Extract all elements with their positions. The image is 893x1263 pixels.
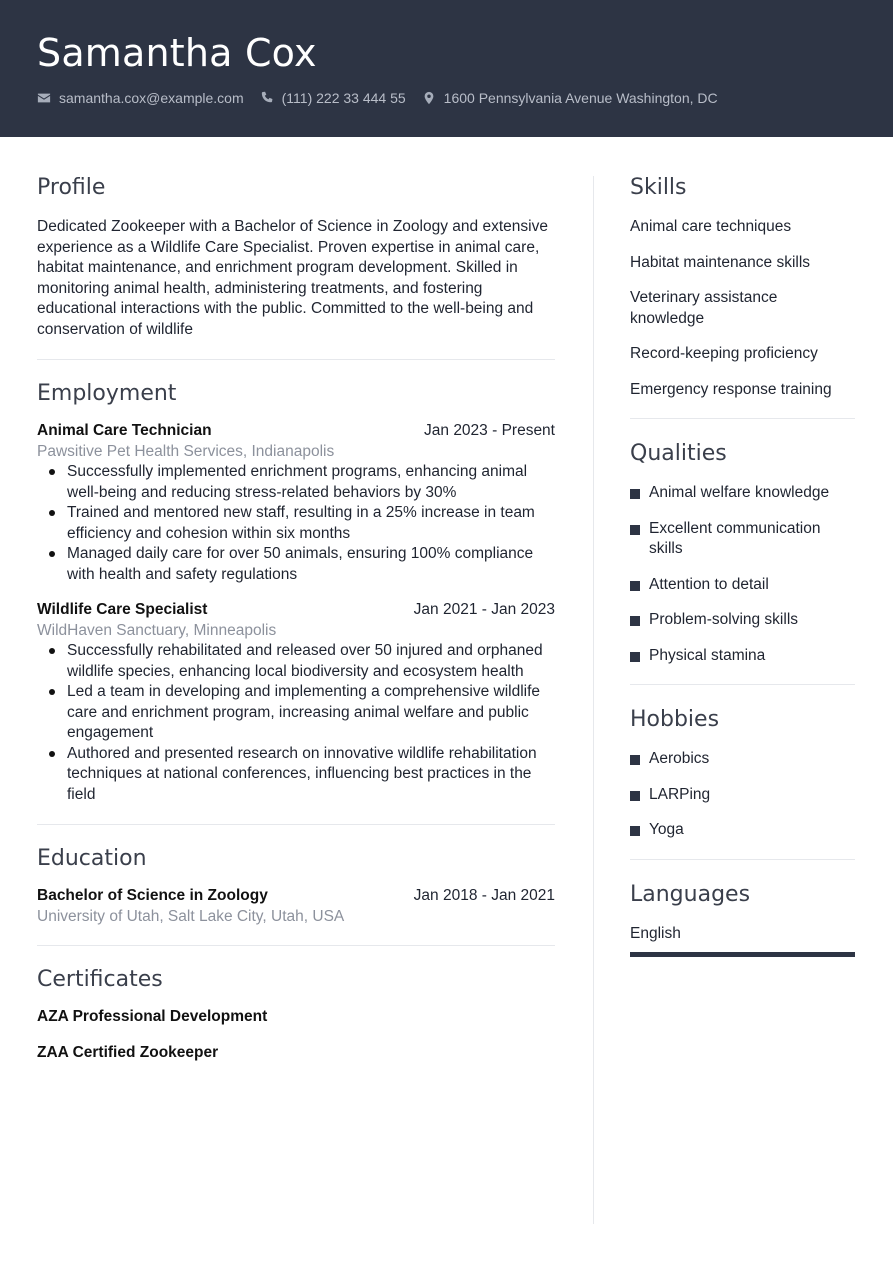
profile-section xyxy=(37,176,555,340)
quality-item xyxy=(630,575,855,596)
skill-item: Emergency response training xyxy=(630,380,832,398)
job-bullet: Successfully implemented enrichment programs, enhancing animal well-being and reducing stress-related behaviors by 30% xyxy=(37,462,555,503)
phone-icon xyxy=(260,91,275,105)
hobby-item xyxy=(630,749,855,770)
language-name: English xyxy=(630,924,681,942)
square-bullet-icon xyxy=(630,581,640,591)
candidate-name: Samantha Cox xyxy=(37,31,317,75)
envelope-icon xyxy=(37,91,52,105)
employment-section xyxy=(37,382,555,805)
skills-section xyxy=(630,176,855,400)
section-divider xyxy=(630,859,855,860)
contact-phone xyxy=(260,90,406,106)
quality-item xyxy=(630,519,855,560)
job-dates: Jan 2023 - Present xyxy=(424,422,555,439)
job-header xyxy=(37,600,555,621)
job-bullet: Managed daily care for over 50 animals, ensuring 100% compliance with health and safety regulations xyxy=(37,544,555,585)
job-bullet: Led a team in developing and implementing a comprehensive wildlife care and enrichment program, increasing animal welfare and public engagement xyxy=(37,682,555,744)
degree-title: Bachelor of Science in Zoology xyxy=(37,887,268,904)
square-bullet-icon xyxy=(630,489,640,499)
phone-text: (111) 222 33 444 55 xyxy=(281,90,406,106)
education-header xyxy=(37,886,555,907)
job-employer: Pawsitive Pet Health Services, Indianapolis xyxy=(37,442,335,460)
profile-summary: Dedicated Zookeeper with a Bachelor of Science in Zoology and extensive experience as a Wildlife Care Specialist. Proven expertise in animal care, habitat maintenance, and enrichment program development. Skilled in monitoring animal health, administering treatments, and fostering educational interactions with the public. Committed to the well-being and conservation of wildlife xyxy=(37,218,548,338)
hobbies-section xyxy=(630,708,855,841)
main-column xyxy=(37,176,555,1063)
quality-item xyxy=(630,610,855,631)
section-title-education: Education xyxy=(37,846,147,871)
job-entry xyxy=(37,421,555,585)
contact-info xyxy=(37,89,734,107)
map-pin-icon xyxy=(422,91,437,105)
job-header xyxy=(37,421,555,442)
skill-item: Animal care techniques xyxy=(630,218,792,235)
square-bullet-icon xyxy=(630,525,640,535)
section-title-skills: Skills xyxy=(630,175,687,200)
skill-item: Record-keeping proficiency xyxy=(630,345,818,362)
language-level-bar xyxy=(630,952,855,957)
square-bullet-icon xyxy=(630,755,640,765)
quality-label: Animal welfare knowledge xyxy=(649,484,830,501)
hobby-item xyxy=(630,820,855,841)
section-title-employment: Employment xyxy=(37,381,177,406)
certificates-section xyxy=(37,968,555,1063)
section-divider xyxy=(37,359,555,360)
hobby-item xyxy=(630,785,855,806)
job-entry xyxy=(37,600,555,805)
quality-label: Excellent communication skills xyxy=(649,519,821,557)
job-bullet: Authored and presented research on innovative wildlife rehabilitation techniques at national conferences, influencing best practices in the field xyxy=(37,744,555,806)
job-bullet: Successfully rehabilitated and released over 50 injured and orphaned wildlife species, enhancing local biodiversity and ecosystem health xyxy=(37,641,555,682)
section-title-hobbies: Hobbies xyxy=(630,707,720,732)
section-title-profile: Profile xyxy=(37,175,106,200)
hobby-label: Aerobics xyxy=(649,750,710,767)
education-dates: Jan 2018 - Jan 2021 xyxy=(413,887,555,904)
section-title-qualities: Qualities xyxy=(630,441,727,466)
section-divider xyxy=(630,418,855,419)
skill-item: Veterinary assistance knowledge xyxy=(630,289,778,327)
section-divider xyxy=(37,824,555,825)
school-name: University of Utah, Salt Lake City, Utah, USA xyxy=(37,907,345,925)
section-title-certificates: Certificates xyxy=(37,967,163,992)
quality-label: Problem-solving skills xyxy=(649,611,799,628)
sidebar-column xyxy=(630,176,855,957)
resume-header xyxy=(0,0,893,137)
email-text: samantha.cox@example.com xyxy=(59,90,244,106)
certificate-item: ZAA Certified Zookeeper xyxy=(37,1043,219,1061)
square-bullet-icon xyxy=(630,791,640,801)
education-entry xyxy=(37,886,555,927)
contact-email xyxy=(37,90,244,106)
quality-label: Physical stamina xyxy=(649,646,766,664)
section-divider xyxy=(630,684,855,685)
contact-address xyxy=(422,90,718,106)
section-title-languages: Languages xyxy=(630,881,751,907)
job-title: Animal Care Technician xyxy=(37,422,212,439)
address-text: 1600 Pennsylvania Avenue Washington, DC xyxy=(443,90,718,106)
section-divider xyxy=(37,945,555,946)
square-bullet-icon xyxy=(630,826,640,836)
language-level-track xyxy=(630,952,855,957)
column-divider xyxy=(593,176,594,1224)
hobby-label: Yoga xyxy=(649,821,684,838)
hobby-label: LARPing xyxy=(649,785,711,803)
quality-label: Attention to detail xyxy=(649,575,769,593)
job-employer: WildHaven Sanctuary, Minneapolis xyxy=(37,621,277,639)
education-section xyxy=(37,847,555,927)
quality-item xyxy=(630,646,855,667)
qualities-section xyxy=(630,442,855,666)
job-bullet: Trained and mentored new staff, resulting in a 25% increase in team efficiency and cohesion within six months xyxy=(37,503,555,544)
square-bullet-icon xyxy=(630,652,640,662)
languages-section xyxy=(630,883,855,958)
job-bullets xyxy=(37,462,555,585)
square-bullet-icon xyxy=(630,616,640,626)
job-title: Wildlife Care Specialist xyxy=(37,601,208,618)
skill-item: Habitat maintenance skills xyxy=(630,253,811,271)
job-dates: Jan 2021 - Jan 2023 xyxy=(413,601,555,618)
certificate-item: AZA Professional Development xyxy=(37,1008,268,1025)
quality-item xyxy=(630,483,855,504)
job-bullets xyxy=(37,641,555,805)
